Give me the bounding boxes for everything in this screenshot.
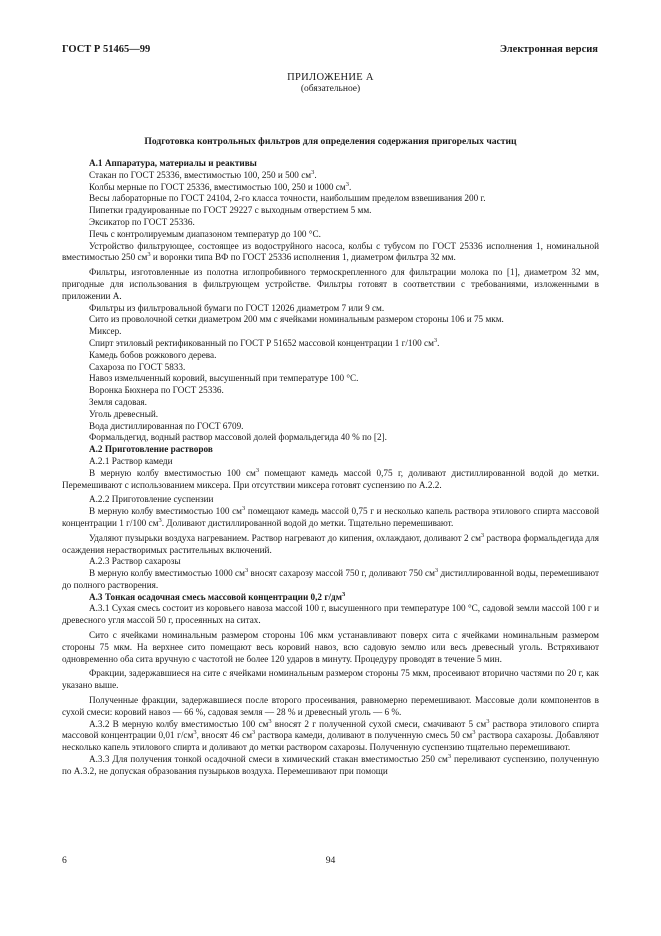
subsection-a31-fractions: Фракции, задержавшиеся на сите с ячейками номинальным размером стороны 75 мкм, просеивают вторично частями по 20 г, как указано выше. <box>62 668 599 691</box>
item-beaker: Стакан по ГОСТ 25336, вместимостью 100, 250 и 500 $см^3$. <box>89 168 317 180</box>
item-desiccator: Эксикатор по ГОСТ 25336. <box>89 216 195 227</box>
item-filter-device: Устройство фильтрующее, состоящее из водоструйного насоса, колбы с тубусом по ГОСТ 25336 исполнения 1, номинальной вместимостью 250 $см^3$ и воронки типа ВФ по ГОСТ 25336 исполнения 1, диаметром фильтра 32 мм. <box>62 240 599 263</box>
subsection-a22-bubbles: Удаляют пузырьки воздуха нагреванием. Раствор нагревают до кипения, охлаждают, доливают 2 $см^3$ раствора формальдегида для осаждения нерастворимых растительных включений. <box>62 531 600 555</box>
item-sucrose: Сахароза по ГОСТ 5833. <box>89 361 186 372</box>
annex-status: (обязательное) <box>300 84 361 94</box>
subsection-a23-title: А.2.3 Раствор сахарозы <box>89 556 181 567</box>
item-mixer: Миксер. <box>89 326 122 337</box>
subsection-a23-text: В мерную колбу вместимостью 1000 $см^3$ вносят сахарозу массой 750 г, доливают 750 $см^3$ дистиллированной воды, перемешивают до полного растворения. <box>62 567 599 590</box>
item-ethanol: Спирт этиловый ректификованный по ГОСТ Р 51652 массовой концентрации 1 г/100 $см^3$. <box>89 336 440 348</box>
header-doc-code: ГОСТ Р 51465—99 <box>62 44 151 55</box>
item-formaldehyde: Формальдегид, водный раствор массовой долей формальдегида 40 % по [2]. <box>89 432 387 443</box>
subsection-a31-text: А.3.1 Сухая смесь состоит из коровьего навоза массой 100 г, высушенного при температуре 100 °С, садовой земли массой 100 г и древесного угля массой 50 г, просеянных на ситах. <box>62 603 599 626</box>
item-gum: Камедь бобов рожкового дерева. <box>89 349 217 360</box>
subsection-a21-title: А.2.1 Раствор камеди <box>89 455 173 466</box>
section-a1-heading: А.1 Аппаратура, материалы и реактивы <box>89 158 257 168</box>
subsection-a22-text: В мерную колбу вместимостью 100 $см^3$ помещают камедь массой 0,75 г и несколько капель раствора этилового спирта массовой концентрации 1 г/100 $см^3$. Доливают дистиллированной водой до метки. Тщательно перемешивают. <box>62 505 600 528</box>
subsection-a32-text: А.3.2 В мерную колбу вместимостью 100 $см^3$ вносят 2 г полученной сухой смеси, смачивают 5 $см^3$ раствора этилового спирта массовой концентрации 0,01 $г/см^3$, вносят 46 $см^3$ раствора камеди, доливают в полученную смесь 50 $см^3$ раствора сахарозы. Добавляют несколько капель этилового спирта и доливают до метки раствором сахарозы. Полученную суспензию тщательно перемешивают. <box>62 717 600 753</box>
item-flasks: Колбы мерные по ГОСТ 25336, вместимостью 100, 250 и 1000 $см^3$. <box>89 180 352 192</box>
subsection-a31-sieve: Сито с ячейками номинальным размером стороны 106 мкм устанавливают поверх сита с ячейками номинальным размером стороны 75 мкм. На верхнее сито помещают весь коровий навоз, всю садовую землю или весь древесный уголь. Встряхивают одновременно оба сита вручную с частотой не более 120 ударов в минуту. Процедуру проводят в течение 5 мин. <box>62 630 599 664</box>
item-filters-paper: Фильтры из фильтровальной бумаги по ГОСТ 12026 диаметром 7 или 9 см. <box>89 302 385 313</box>
item-pipettes: Пипетки градуированные по ГОСТ 29227 с выходным отверстием 5 мм. <box>89 205 372 216</box>
subsection-a31-mix: Полученные фракции, задержавшиеся после второго просеивания, равномерно перемешивают. Массовые доли компонентов в сухой смеси: коровий навоз — 66 %, садовая земля — 28 % и древесный уголь — 6 %. <box>62 695 599 717</box>
annex-block <box>0 72 661 95</box>
page-number-center: 94 <box>325 855 336 866</box>
item-water: Вода дистиллированная по ГОСТ 6709. <box>89 420 244 431</box>
page-number-left: 6 <box>62 855 67 866</box>
annex-heading: Подготовка контрольных фильтров для определения содержания пригорелых частиц <box>144 136 517 147</box>
item-charcoal: Уголь древесный. <box>89 408 159 419</box>
subsection-a22-title: А.2.2 Приготовление суспензии <box>89 494 214 505</box>
header-version: Электронная версия <box>499 44 598 55</box>
item-manure: Навоз измельченный коровий, высушенный при температуре 100 °С. <box>89 373 359 384</box>
section-a2-heading: А.2 Приготовление растворов <box>89 444 213 455</box>
section-a3-heading: А.3 Тонкая осадочная смесь массовой концентрации 0,2 $г/дм^3$ <box>89 590 346 602</box>
item-funnel: Воронка Бюхнера по ГОСТ 25336. <box>89 385 224 396</box>
document-body <box>62 158 599 778</box>
subsection-a33-text: А.3.3 Для получения тонкой осадочной смеси в химический стакан вместимостью 250 $см^3$ переливают суспензию, полученную по А.3.2, не допуская образования пузырьков воздуха. Перемешивают при помощи <box>62 753 599 776</box>
item-soil: Земля садовая. <box>89 396 147 407</box>
item-oven: Печь с контролируемым диапазоном температур до 100 °С. <box>89 228 321 239</box>
item-scales: Весы лабораторные по ГОСТ 24104, 2-го класса точности, наибольшим пределом взвешивания 200 г. <box>89 193 486 204</box>
subsection-a21-text: В мерную колбу вместимостью 100 $см^3$ помещают камедь массой 0,75 г, доливают дистиллированной водой до метки. Перемешивают с использованием миксера. При отсутствии миксера готовят суспензию по А.2.2. <box>62 466 599 490</box>
item-filters-cloth: Фильтры, изготовленные из полотна иглопробивного термоскрепленного для фильтрации молока по [1], диаметром 32 мм, пригодные для использования в фильтрующем устройстве. Фильтры готовят в соответствии с требованиями, изложенными в приложении А. <box>62 267 599 301</box>
item-sieve: Сито из проволочной сетки диаметром 200 мм с ячейками номинальным размером стороны 106 и 75 мкм. <box>89 314 504 325</box>
annex-title: ПРИЛОЖЕНИЕ А <box>287 72 374 83</box>
